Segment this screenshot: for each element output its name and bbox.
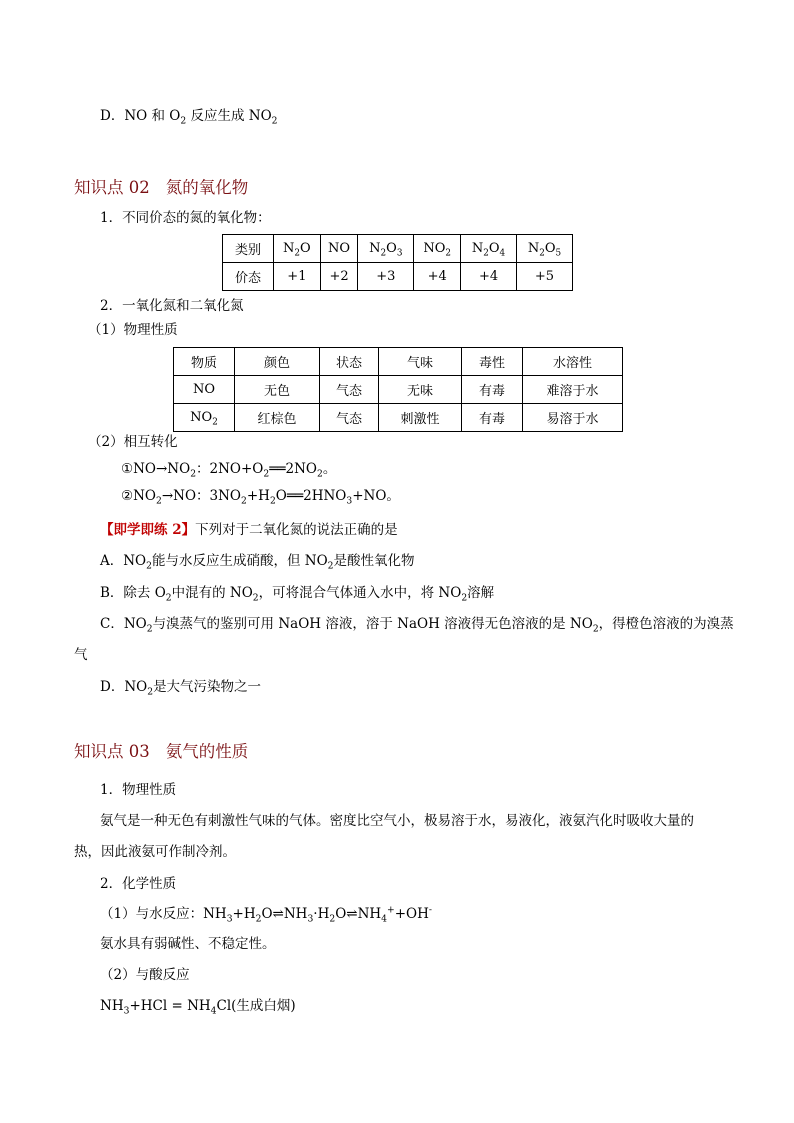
table-cell: 无味 — [379, 376, 462, 404]
valence-cell: +5 — [517, 263, 573, 291]
kp02-heading: 知识点 02 氮的氧化物 — [74, 178, 249, 197]
oxide-row-label-valence: 价态 — [223, 263, 274, 291]
option-b: B．除去 $O_2$中混有的 $NO_2$，可将混合气体通入水中，将 $NO_2$溶解 — [100, 585, 495, 604]
conversion-no2-to-no: $②NO_2\to NO$：$3NO_2+H_2O══2HNO_3+NO$。 — [121, 488, 400, 507]
oxide-formula: NO — [320, 235, 358, 263]
oxide-formula: $NO_2$ — [414, 235, 461, 263]
oxide-formula: $N_2O_5$ — [517, 235, 573, 263]
conversion-no-to-no2: $①NO\to NO_2$：$2NO+O_2══2NO_2$。 — [121, 461, 337, 480]
table-cell: 气态 — [320, 376, 379, 404]
oxide-row-label-type: 类别 — [223, 235, 274, 263]
practice-question: 【即学即练 2】下列对于二氧化氮的说法正确的是 — [100, 522, 398, 538]
ammonia-paragraph-line1: 氨气是一种无色有刺激性气味的气体。密度比空气小，极易溶于水，易液化，液氨汽化时吸收大量的 — [100, 813, 694, 829]
oxide-formula: $N_2O_4$ — [461, 235, 517, 263]
oxide-formula: $N_2O_3$ — [358, 235, 414, 263]
kp03-item1: 1．物理性质 — [100, 782, 177, 798]
ammonia-paragraph-line2: 热，因此液氨可作制冷剂。 — [74, 844, 236, 860]
table-row — [174, 404, 623, 432]
option-d-top: D．NO 和 $O_2$ 反应生成 $NO_2$ — [100, 108, 278, 127]
valence-cell: +4 — [461, 263, 517, 291]
ammonia-water-note: 氨水具有弱碱性、不稳定性。 — [100, 936, 276, 952]
option-a: A．$NO_2$能与水反应生成硝酸，但 $NO_2$是酸性氧化物 — [100, 553, 415, 572]
table-cell: NO — [174, 376, 235, 404]
acid-reaction: $NH_3+HCl = NH_4Cl$(生成白烟) — [100, 998, 296, 1017]
kp03-item2: 2．化学性质 — [100, 876, 177, 892]
table-header: 毒性 — [462, 348, 523, 376]
table-cell: 难溶于水 — [523, 376, 623, 404]
table-cell: 无色 — [235, 376, 320, 404]
table-header: 气味 — [379, 348, 462, 376]
physical-properties-table — [173, 347, 623, 432]
practice-tag: 【即学即练 2】 — [100, 522, 196, 538]
table-cell: 刺激性 — [379, 404, 462, 432]
valence-cell: +4 — [414, 263, 461, 291]
kp03-heading: 知识点 03 氨气的性质 — [74, 742, 249, 761]
table-row — [174, 376, 623, 404]
table-cell: 易溶于水 — [523, 404, 623, 432]
table-header: 颜色 — [235, 348, 320, 376]
water-reaction: （1）与水反应：$NH_3+H_2O\rightleftharpoons NH_3\cdot H_2O\rightleftharpoons NH_4^++OH^-$ — [100, 904, 432, 925]
valence-cell: +3 — [358, 263, 414, 291]
table-cell: 有毒 — [462, 404, 523, 432]
conv-heading: （2）相互转化 — [88, 434, 178, 450]
table-header: 状态 — [320, 348, 379, 376]
phys-heading: （1）物理性质 — [88, 322, 178, 338]
table-header: 水溶性 — [523, 348, 623, 376]
valence-cell: +1 — [274, 263, 321, 291]
option-d: D．$NO_2$是大气污染物之一 — [100, 679, 262, 698]
table-cell: 红棕色 — [235, 404, 320, 432]
table-cell: $NO_2$ — [174, 404, 235, 432]
table-header: 物质 — [174, 348, 235, 376]
valence-cell: +2 — [320, 263, 358, 291]
oxide-valence-table — [222, 234, 573, 291]
option-c-continued: 气 — [74, 647, 88, 663]
table-cell: 气态 — [320, 404, 379, 432]
oxide-formula: $N_2O$ — [274, 235, 321, 263]
kp02-item1: 1．不同价态的氮的氧化物： — [100, 210, 271, 226]
kp02-item2: 2．一氧化氮和二氧化氮 — [100, 298, 244, 314]
acid-heading: （2）与酸反应 — [100, 967, 190, 983]
table-cell: 有毒 — [462, 376, 523, 404]
option-c: C．$NO_2$与溴蒸气的鉴别可用 NaOH 溶液，溶于 NaOH 溶液得无色溶液的是 $NO_2$，得橙色溶液的为溴蒸 — [100, 616, 734, 635]
